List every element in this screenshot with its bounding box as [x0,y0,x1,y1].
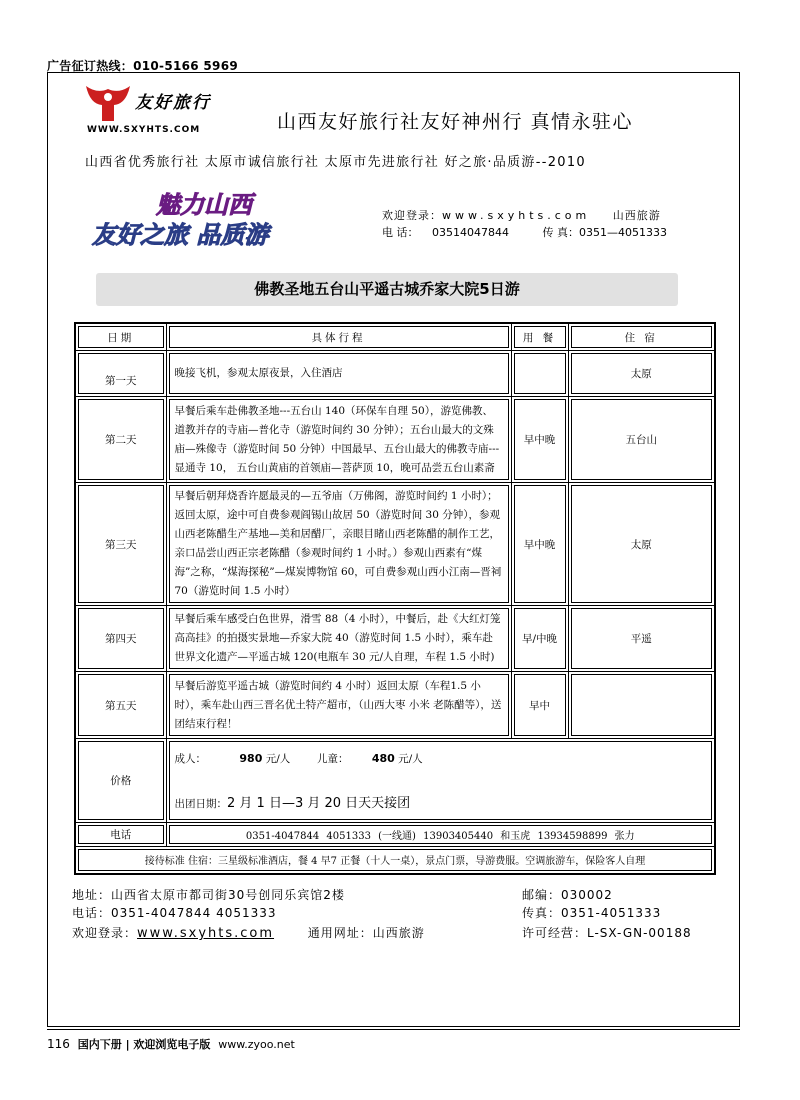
day-cell: 第三天 [75,483,166,606]
price-row [75,739,715,823]
logo-name: 友好旅行 [135,93,211,113]
contact-website [382,207,661,223]
agency-logo [83,82,223,140]
itinerary-cell: 早餐后乘车感受白色世界，滑雪 88（4 小时），中餐后，赴《大红灯笼高高挂》的拍摄实景地—乔家大院 40（游览时间 1.5 小时），乘车赴世界文化遗产—平遥古城 120(电瓶车 30 元/人自理，车程 1.5 小时) [166,606,511,672]
logo-url: WWW.SXYHTS.COM [87,125,201,135]
header-itinerary: 具体行程 [166,323,511,351]
fax-value: 0351—4051333 [578,226,667,239]
itinerary-cell: 早餐后朝拜烧香许愿最灵的—五爷庙（万佛阁，游览时间约 1 小时）；返回太原，途中可自费参观阎锡山故居 50（游览时间 30 分钟），参观山西老陈醋生产基地—美和居醋厂，亲眼目睹山西老陈醋的制作工艺，亲口品尝山西正宗老陈醋（参观时间约 1 小时。）参观山西素有“煤海”之称，“煤海探秘”—煤炭博物馆 60，可自费参观山西小江南—晋祠 70（游览时间 1.5 小时） [166,483,511,606]
footer-tel: 电话：0351-4047844 4051333 [72,906,277,920]
page-footer [47,1036,295,1052]
itinerary-cell: 早餐后乘车赴佛教圣地---五台山 140（环保车自理 50），游览佛教、道教并存的寺庙—普化寺（游览时间约 30 分钟）；五台山最大的文殊庙—殊像寺（游览时间 50 分钟）中国最早、五台山最大的佛教寺庙---显通寺 10， 五台山黄庙的首领庙—菩萨顶 10，晚可品尝五台山素斋 [166,397,511,483]
phone-label: 电话 [75,823,166,847]
tel-label: 电 话： [382,226,419,239]
itinerary-cell: 晚接飞机，参观太原夜景，入住酒店 [166,351,511,397]
table-row [75,606,715,672]
service-standard: 接待标准 住宿：三星级标准酒店，餐 4 早7 正餐（十人一桌），景点门票，导游费服。空调旅游车，保险客人自理 [75,847,715,874]
footer-tel-line [72,904,662,921]
header-meals: 用 餐 [511,323,568,351]
phone-row [75,823,715,847]
header-stay: 住 宿 [568,323,715,351]
itinerary-cell: 早餐后游览平遥古城（游览时间约 4 小时）返回太原（车程1.5 小时），乘车赴山西三晋名优土特产超市，（山西大枣 小米 老陈醋等），送团结束行程！ [166,672,511,739]
price-line [175,751,707,766]
price-label: 价格 [75,739,166,823]
day-cell: 第一天 [75,351,166,397]
brand-line-1: 魅力山西 [156,191,252,219]
stay-cell: 平遥 [568,606,715,672]
adult-unit: 元/人 [265,752,291,765]
contact-phone-fax [382,224,667,240]
fax-label: 传 真： [542,226,579,239]
day-cell: 第二天 [75,397,166,483]
welcome-label: 欢迎登录： [382,209,442,222]
table-row [75,351,715,397]
meals-cell: 早/中晚 [511,606,568,672]
brand-wordmark [88,185,328,255]
phone-value: 0351-4047844 4051333 (一线通) 13903405440 和玉虎 13934598899 张力 [166,823,715,847]
stay-cell: 五台山 [568,397,715,483]
footer-fax: 传真：0351-4051333 [522,906,662,920]
agency-slogan: 山西友好旅行社友好神州行 真情永驻心 [277,111,634,133]
dates-label: 出团日期： [174,797,227,810]
logo-emblem-icon [83,82,133,124]
meals-cell: 早中 [511,672,568,739]
footer-license: 许可经营：L-SX-GN-00188 [522,926,692,940]
standard-row [75,847,715,874]
meals-cell: 早中晚 [511,483,568,606]
departure-dates [175,792,707,811]
welcome-url[interactable]: www.sxyhts.com [442,209,591,222]
footer-rule [47,1029,740,1030]
adult-price: 980 [239,751,263,765]
stay-cell: 太原 [568,483,715,606]
child-unit: 元/人 [398,752,423,765]
adult-label: 成人： [174,752,206,765]
brand-line-2: 友好之旅 品质游 [92,221,269,249]
meals-cell: 早中晚 [511,397,568,483]
table-row [75,397,715,483]
stay-cell [568,672,715,739]
table-row [75,483,715,606]
table-row [75,672,715,739]
tel-value: 03514047844 [432,226,509,239]
page-section: 国内下册 | 欢迎浏览电子版 [77,1038,211,1051]
dates-value: 2 月 1 日—3 月 20 日天天接团 [227,795,411,811]
footer-welcome-label: 欢迎登录： [72,926,138,940]
welcome-name: 山西旅游 [612,209,661,222]
meals-cell [511,351,568,397]
footer-postcode: 邮编：030002 [522,888,613,902]
day-cell: 第四天 [75,606,166,672]
day-cell: 第五天 [75,672,166,739]
header-day: 日期 [75,323,166,351]
agency-honors: 山西省优秀旅行社 太原市诚信旅行社 太原市先进旅行社 好之旅·品质游--2010 [85,155,586,170]
footer-welcome-url[interactable]: www.sxyhts.com [137,926,275,941]
footer-address-line [72,886,613,903]
page-number: 116 [47,1037,70,1051]
ad-hotline: 广告征订热线：010-5166 5969 [47,59,239,73]
footer-general-site: 通用网址：山西旅游 [307,926,425,940]
itinerary-table [74,322,716,875]
price-details [166,739,715,823]
tour-title: 佛教圣地五台山平遥古城乔家大院5日游 [96,273,678,306]
stay-cell: 太原 [568,351,715,397]
child-label: 儿童： [316,752,349,765]
footer-web-line [72,924,692,941]
child-price: 480 [371,751,395,765]
footer-address: 地址：山西省太原市都司街30号创同乐宾馆2楼 [72,888,345,902]
table-header-row [75,323,715,351]
page-site[interactable]: www.zyoo.net [218,1038,295,1051]
